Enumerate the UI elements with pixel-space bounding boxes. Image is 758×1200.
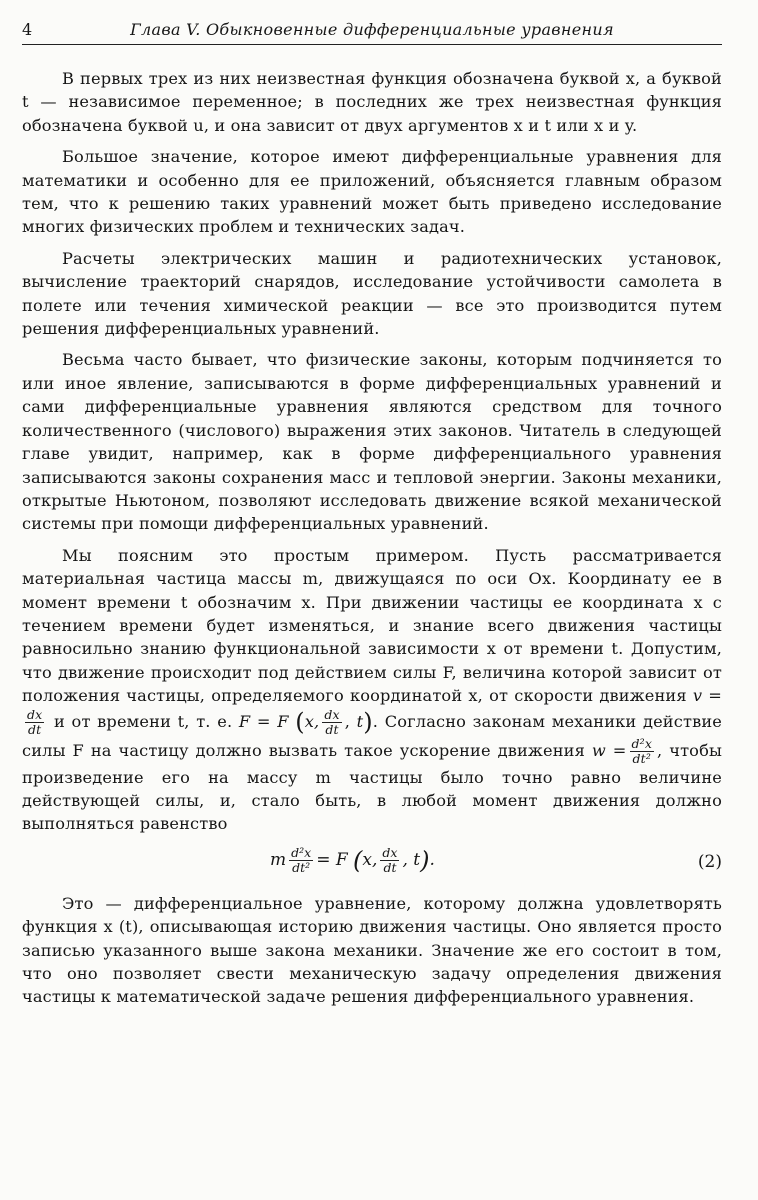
velocity-fraction: $\frac{dx}{dt}$ — [27, 706, 43, 737]
page-body — [22, 67, 722, 1009]
paragraph-2: Большое значение, которое имеют дифференциальные уравнения для математики и особенно для ее приложений, объясняется главным образом тем, что к решению таких уравнений может быть приведено исследование многих физических проблем и технических задач. — [22, 147, 722, 237]
paragraph-5: Мы поясним это простым примером. Пусть рассматривается материальная частица массы m, движущаяся по оси Ox. Координату ее в момент времени t обозначим x. При движении частицы ее координата x с течением времени будет изменяться, и знание всего движения частицы равносильно знанию функциональной зависимости x от времени t. Допустим, что движение происходит под действием силы F, величина которой зависит от положения частицы, определяемого координатой x, от скорости движения v = $\frac{dx}{dt}$ и от времени t, т. е. F = F (x, $\frac{dx}{dt}$ , t). Согласно законам механики действие силы F на частицу должно вызвать такое ускорение движения w = $\frac{\text{d²x}}{\text{dt²}}$ , чтобы произведение его на массу m частицы было точно равно величине действующей силы, и, стало быть, в любой момент движения должно выполняться равенство — [22, 545, 723, 834]
force-fraction: $\frac{dx}{dt}$ — [324, 706, 340, 737]
paragraph-3: Расчеты электрических машин и радиотехнических установок, вычисление траекторий снарядов, исследование устойчивости самолета в полете или течения химической реакции — все это производится путем решения дифференциальных уравнений. — [22, 248, 722, 339]
paragraph-5-part-b: и от времени t, т. е. — [53, 711, 233, 731]
chapter-title: Глава V. Обыкновенные дифференциальные уравнения — [130, 20, 614, 39]
acceleration-fraction: $\frac{\text{d²x}}{\text{dt²}}$ — [631, 735, 653, 766]
paragraph-5-part-d: , чтобы произведение его на массу m частицы было точно равно величине действующей силы, и, стало быть, в любой момент движения должно выполняться равенство — [22, 740, 723, 834]
paragraph-1: В первых трех из них неизвестная функция обозначена буквой x, а буквой t — независимое переменное; в последних же трех неизвестная функция обозначена буквой u, и она зависит от двух аргументов x и t или x и y. — [22, 69, 722, 135]
paragraph-5-part-a: Мы поясним это простым примером. Пусть рассматривается материальная частица массы m, движущаяся по оси Ox. Координату ее в момент времени t обозначим x. При движении частицы ее координата x с течением времени будет изменяться, и знание всего движения частицы равносильно знанию функциональной зависимости x от времени t. Допустим, что движение происходит под действием силы F, величина которой зависит от положения частицы, определяемого координатой x, от скорости движения — [22, 545, 722, 706]
equation-fraction: $\frac{\text{d²x}}{\text{dt²}}$ — [291, 844, 312, 875]
velocity-lhs: v = — [692, 686, 723, 706]
force-lhs: F = F — [238, 711, 289, 731]
force-arg-t: t — [356, 711, 364, 731]
force-arg-x: x, — [304, 711, 320, 731]
page-number: 4 — [22, 20, 33, 39]
equation-number: (2) — [697, 851, 722, 872]
page — [22, 18, 722, 1009]
paragraph-5-part-c: . Согласно законам механики действие силы F на частицу должно вызвать такое ускорение движения — [22, 711, 722, 760]
paragraph-6: Это — дифференциальное уравнение, которому должна удовлетворять функция x (t), описывающая историю движения частицы. Оно является просто записью указанного выше закона механики. Значение же его состоит в том, что оно позволяет свести механическую задачу определения движения частицы к математической задаче решения дифференциального уравнения. — [22, 893, 722, 1007]
equation-2 — [22, 840, 722, 886]
paragraph-4: Весьма часто бывает, что физические законы, которым подчиняется то или иное явление, записываются в форме дифференциальных уравнений и сами дифференциальные уравнения являются средством для точного количественного (числового) выражения этих законов. Читатель в следующей главе увидит, например, как в форме дифференциального уравнения записываются законы сохранения масс и тепловой энергии. Законы механики, открытые Ньютоном, позволяют исследовать движение всякой механической системы при помощи дифференциальных уравнений. — [22, 350, 722, 534]
equation-formula: m $\frac{\text{d²x}}{\text{dt²}}$ = F (x, $\frac{dx}{dt}$ , t). — [270, 844, 435, 875]
acceleration-lhs: w = — [591, 740, 627, 760]
running-header — [22, 18, 722, 45]
